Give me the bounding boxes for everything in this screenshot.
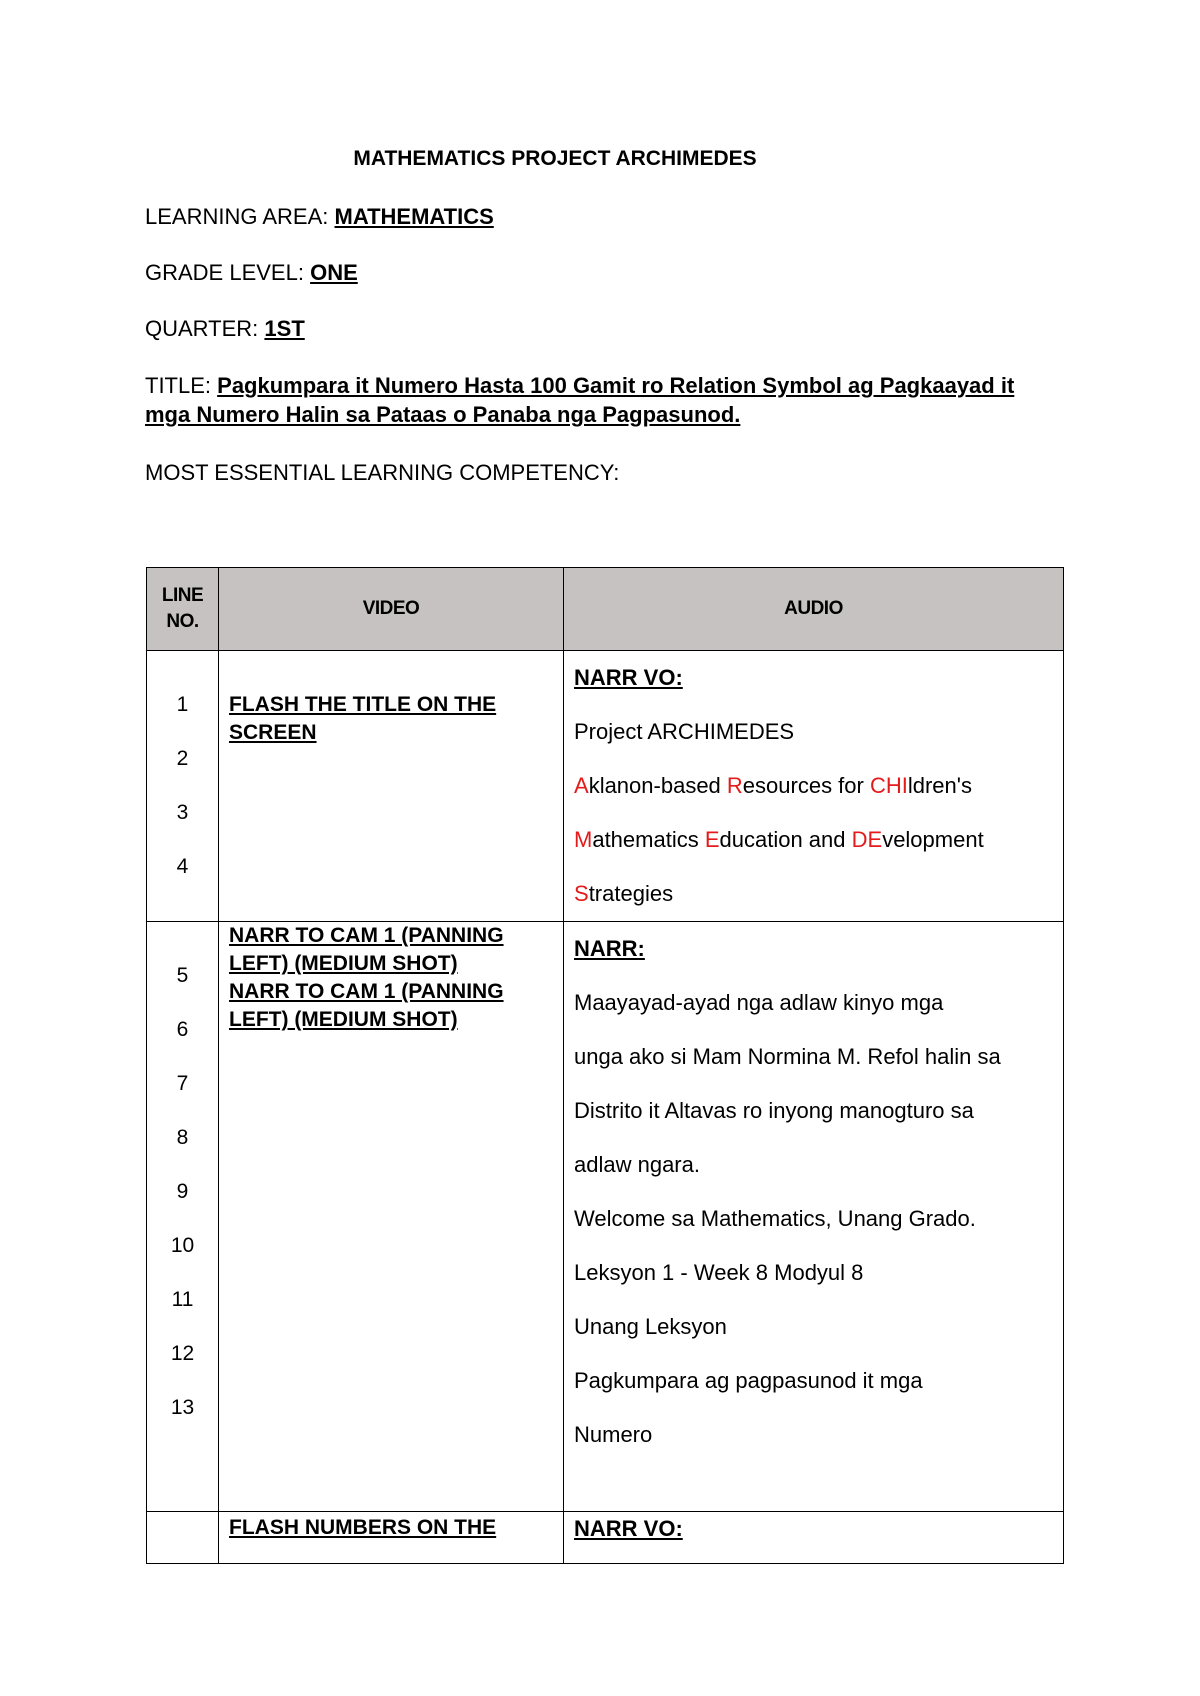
video-direction: FLASH THE TITLE ON THE SCREEN — [229, 693, 497, 744]
line-number: 12 — [170, 1342, 195, 1365]
col-header-line-no: LINE NO. — [147, 568, 219, 651]
line-numbers-cell — [147, 651, 219, 922]
script-table — [146, 567, 1064, 1564]
document-title: MATHEMATICS PROJECT ARCHIMEDES — [353, 147, 757, 170]
line-number: 8 — [176, 1126, 189, 1149]
audio-line: Welcome sa Mathematics, Unang Grado. — [574, 1206, 976, 1231]
table-row — [147, 922, 1064, 1512]
line-number: 2 — [176, 747, 189, 770]
audio-line: Numero — [574, 1422, 653, 1447]
acronym-letter: R — [726, 773, 743, 798]
video-cell — [219, 651, 564, 922]
audio-line: Unang Leksyon — [574, 1314, 727, 1339]
line-number: 10 — [170, 1234, 195, 1257]
lesson-title-line — [145, 371, 1025, 429]
line-number: 7 — [176, 1072, 189, 1095]
line-number: 3 — [176, 801, 189, 824]
line-number: 11 — [171, 1288, 194, 1311]
audio-heading: NARR VO: — [574, 665, 683, 690]
line-numbers-cell — [147, 922, 219, 1512]
acronym-text: ldren's — [907, 773, 972, 798]
quarter-label: QUARTER: — [145, 316, 259, 341]
table-row — [147, 651, 1064, 922]
audio-line: unga ako si Mam Normina M. Refol halin sa — [574, 1044, 1001, 1069]
grade-level-line — [145, 260, 358, 286]
line-number: 13 — [170, 1396, 195, 1419]
acronym-letter: S — [574, 881, 589, 906]
line-number: 6 — [176, 1018, 189, 1041]
learning-area-label: LEARNING AREA: — [145, 204, 329, 229]
learning-area-value: MATHEMATICS — [334, 204, 494, 229]
acronym-letter: E — [704, 827, 720, 852]
quarter-line — [145, 316, 305, 342]
video-cell — [219, 922, 564, 1512]
line-number: 4 — [176, 855, 189, 878]
audio-line: Distrito it Altavas ro inyong manogturo sa — [574, 1098, 974, 1123]
grade-level-label: GRADE LEVEL: — [145, 260, 304, 285]
acronym-letter: A — [574, 773, 589, 798]
acronym-text: ducation and — [719, 827, 852, 852]
col-header-audio: AUDIO — [564, 568, 1064, 651]
audio-line: adlaw ngara. — [574, 1152, 700, 1177]
grade-level-value: ONE — [310, 260, 358, 285]
line-number: 9 — [176, 1180, 189, 1203]
audio-line: Pagkumpara ag pagpasunod it mga — [574, 1368, 923, 1393]
audio-cell — [564, 651, 1064, 922]
acronym-line — [574, 759, 1053, 813]
audio-line: Maayayad-ayad nga adlaw kinyo mga — [574, 990, 944, 1015]
video-direction: FLASH NUMBERS ON THE — [229, 1516, 497, 1539]
acronym-text: esources for — [742, 773, 870, 798]
audio-cell — [564, 1512, 1064, 1564]
line-number: 5 — [176, 964, 189, 987]
quarter-value: 1ST — [264, 316, 305, 341]
table-row — [147, 1512, 1064, 1564]
acronym-letter: M — [574, 827, 593, 852]
acronym-text: trategies — [588, 881, 674, 906]
acronym-text: athematics — [592, 827, 705, 852]
acronym-letter: CHI — [869, 773, 908, 798]
lesson-title-label: TITLE: — [145, 373, 212, 398]
learning-area-line — [145, 204, 494, 230]
video-direction: NARR TO CAM 1 (PANNING LEFT) (MEDIUM SHOT) — [229, 980, 504, 1031]
acronym-line — [574, 867, 1053, 921]
line-numbers-cell — [147, 1512, 219, 1564]
acronym-letter: DE — [851, 827, 883, 852]
audio-heading: NARR: — [574, 936, 645, 961]
video-cell — [219, 1512, 564, 1564]
video-direction: NARR TO CAM 1 (PANNING LEFT) (MEDIUM SHOT) — [229, 924, 504, 975]
col-header-video: VIDEO — [219, 568, 564, 651]
line-number: 1 — [176, 693, 189, 716]
audio-line: Leksyon 1 - Week 8 Modyul 8 — [574, 1260, 864, 1285]
acronym-text: velopment — [882, 827, 984, 852]
acronym-text: klanon-based — [588, 773, 727, 798]
audio-cell — [564, 922, 1064, 1512]
table-header-row — [147, 568, 1064, 651]
lesson-title-value: Pagkumpara it Numero Hasta 100 Gamit ro Relation Symbol ag Pagkaayad it mga Numero Halin sa Pataas o Panaba nga Pagpasunod. — [145, 373, 1015, 427]
audio-heading: NARR VO: — [574, 1516, 683, 1541]
competency-label: MOST ESSENTIAL LEARNING COMPETENCY: — [145, 460, 620, 485]
acronym-line — [574, 813, 1053, 867]
audio-line: Project ARCHIMEDES — [574, 719, 795, 744]
